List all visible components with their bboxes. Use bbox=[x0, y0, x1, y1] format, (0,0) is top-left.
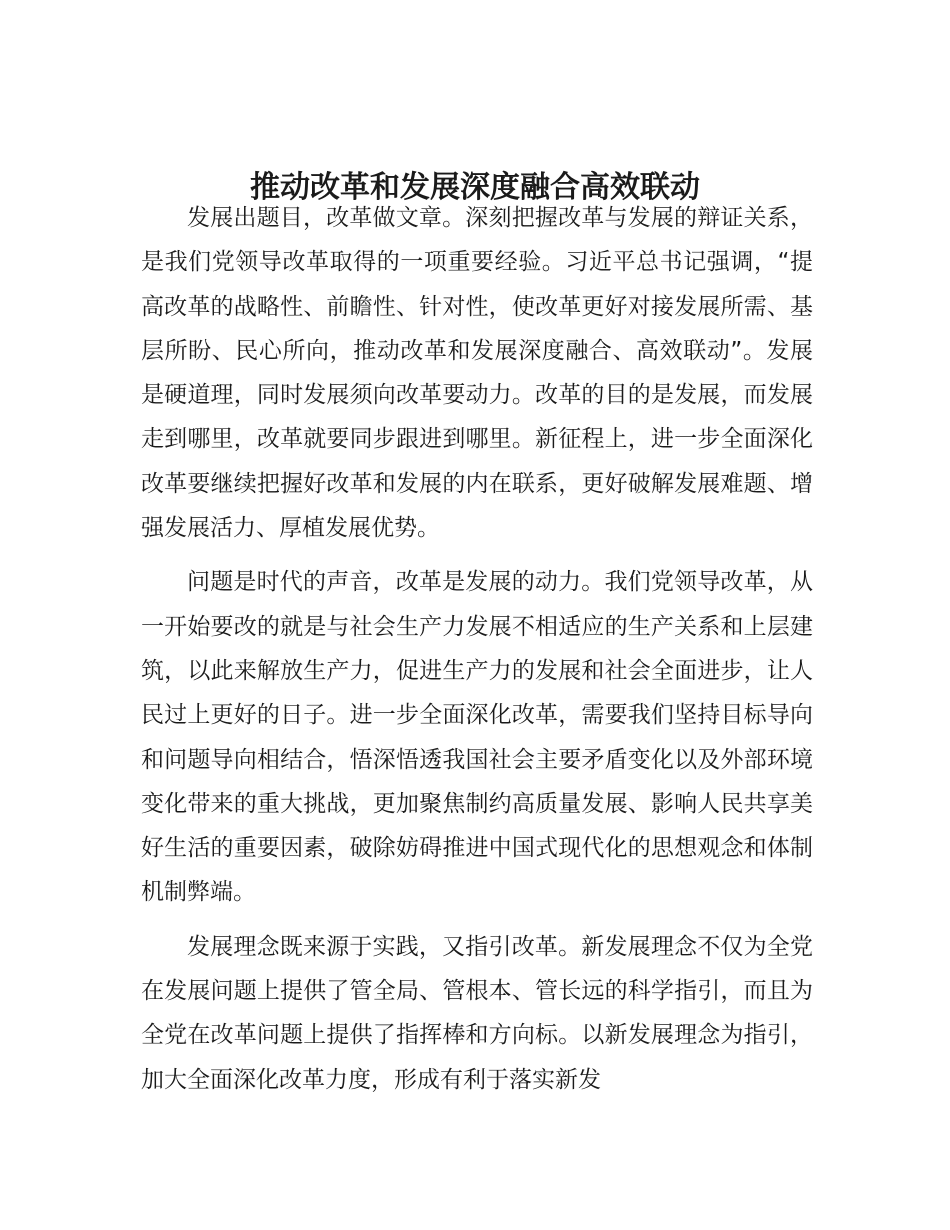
document-body bbox=[141, 196, 813, 1102]
paragraph-3: 发展理念既来源于实践，又指引改革。新发展理念不仅为全党在发展问题上提供了管全局、管根本、管长远的科学指引，而且为全党在改革问题上提供了指挥棒和方向标。以新发展理念为指引，加大全面深化改革力度，形成有利于落实新发 bbox=[141, 933, 813, 1093]
paragraph-2: 问题是时代的声音，改革是发展的动力。我们党领导改革，从一开始要改的就是与社会生产力发展不相适应的生产关系和上层建筑，以此来解放生产力，促进生产力的发展和社会全面进步，让人民过上更好的日子。进一步全面深化改革，需要我们坚持目标导向和问题导向相结合，悟深悟透我国社会主要矛盾变化以及外部环境变化带来的重大挑战，更加聚焦制约高质量发展、影响人民共享美好生活的重要因素，破除妨碍推进中国式现代化的思想观念和体制机制弊端。 bbox=[141, 569, 813, 906]
document-title: 推动改革和发展深度融合高效联动 bbox=[250, 170, 700, 205]
paragraph-1: 发展出题目，改革做文章。深刻把握改革与发展的辩证关系，是我们党领导改革取得的一项重要经验。习近平总书记强调，“提高改革的战略性、前瞻性、针对性，使改革更好对接发展所需、基层所盼、民心所向，推动改革和发展深度融合、高效联动”。发展是硬道理，同时发展须向改革要动力。改革的目的是发展，而发展走到哪里，改革就要同步跟进到哪里。新征程上，进一步全面深化改革要继续把握好改革和发展的内在联系，更好破解发展难题、增强发展活力、厚植发展优势。 bbox=[141, 205, 813, 542]
